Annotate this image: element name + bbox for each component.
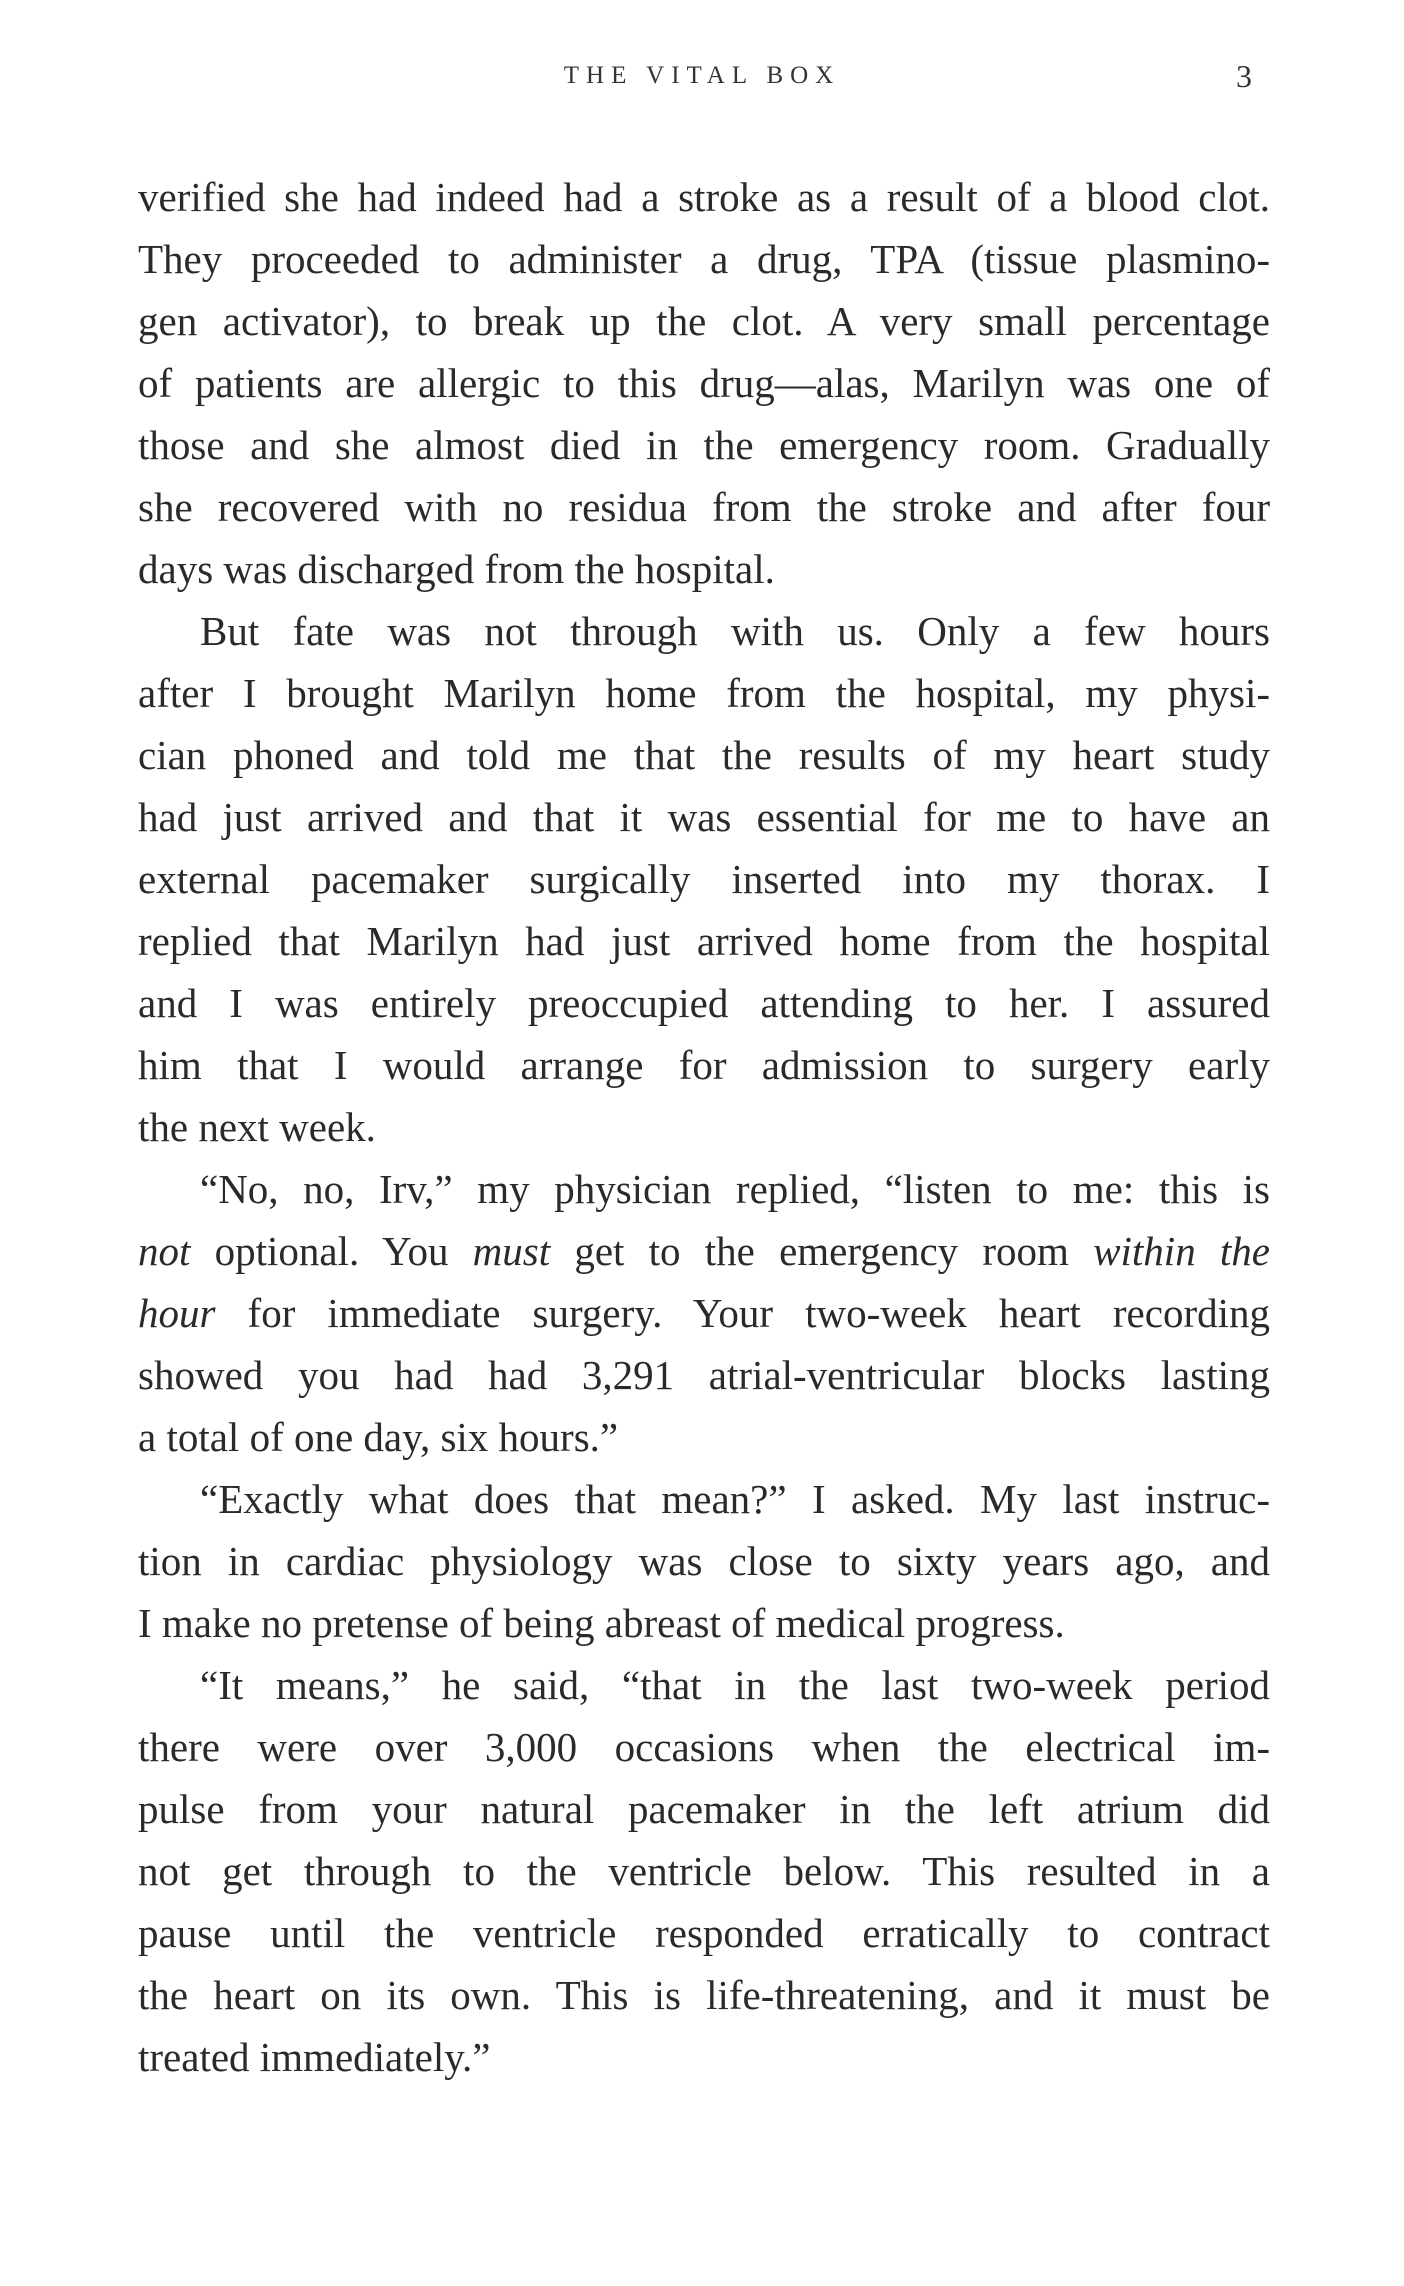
text-line: she recovered with no residua from the stroke and after four [138,484,1270,530]
text-line: those and she almost died in the emergency room. Gradually [138,422,1270,468]
text-line: of patients are allergic to this drug—alas, Marilyn was one of [138,360,1270,406]
text-line: They proceeded to administer a drug, TPA (tissue plasmino- [138,236,1270,282]
text-line [138,1282,1270,1344]
text-line: a total of one day, six hours.” [138,1414,619,1460]
text-line: the heart on its own. This is life-threatening, and it must be [138,1972,1270,2018]
text-line: replied that Marilyn had just arrived home from the hospital [138,918,1270,964]
italic-text: not [138,1228,191,1274]
text-line: But fate was not through with us. Only a few hours [200,608,1270,654]
body-text [138,166,1270,2088]
text-line: “It means,” he said, “that in the last two-week period [200,1662,1270,1708]
text-line: pause until the ventricle responded erratically to contract [138,1910,1270,1956]
text-line: showed you had had 3,291 atrial-ventricular blocks lasting [138,1352,1270,1398]
text-line: verified she had indeed had a stroke as a result of a blood clot. [138,174,1270,220]
text-line: external pacemaker surgically inserted into my thorax. I [138,856,1270,902]
text-line: pulse from your natural pacemaker in the left atrium did [138,1786,1270,1832]
text-line: and I was entirely preoccupied attending to her. I assured [138,980,1270,1026]
text-line: “Exactly what does that mean?” I asked. My last instruc- [200,1476,1270,1522]
text-line: I make no pretense of being abreast of medical progress. [138,1600,1065,1646]
text-run: get to the emergency room [550,1228,1094,1274]
text-line: not get through to the ventricle below. This resulted in a [138,1848,1270,1894]
italic-text: hour [138,1290,216,1336]
italic-text: within the [1093,1228,1270,1274]
text-line: the next week. [138,1104,376,1150]
text-line: tion in cardiac physiology was close to sixty years ago, and [138,1538,1270,1584]
page-number: 3 [1236,58,1252,94]
text-line: had just arrived and that it was essential for me to have an [138,794,1270,840]
text-line: days was discharged from the hospital. [138,546,775,592]
text-line: cian phoned and told me that the results of my heart study [138,732,1270,778]
text-run: for immediate surgery. Your two-week heart recording [215,1290,1270,1336]
text-line [138,1220,1270,1282]
text-run: optional. You [190,1228,473,1274]
italic-text: must [472,1228,551,1274]
text-line: treated immediately.” [138,2034,491,2080]
text-line: there were over 3,000 occasions when the electrical im- [138,1724,1270,1770]
running-head [0,58,1404,98]
running-title: THE VITAL BOX [563,62,841,89]
text-line: him that I would arrange for admission to surgery early [138,1042,1270,1088]
text-line: after I brought Marilyn home from the hospital, my physi- [138,670,1270,716]
text-line: gen activator), to break up the clot. A very small percentage [138,298,1270,344]
text-line: “No, no, Irv,” my physician replied, “listen to me: this is [200,1166,1270,1212]
